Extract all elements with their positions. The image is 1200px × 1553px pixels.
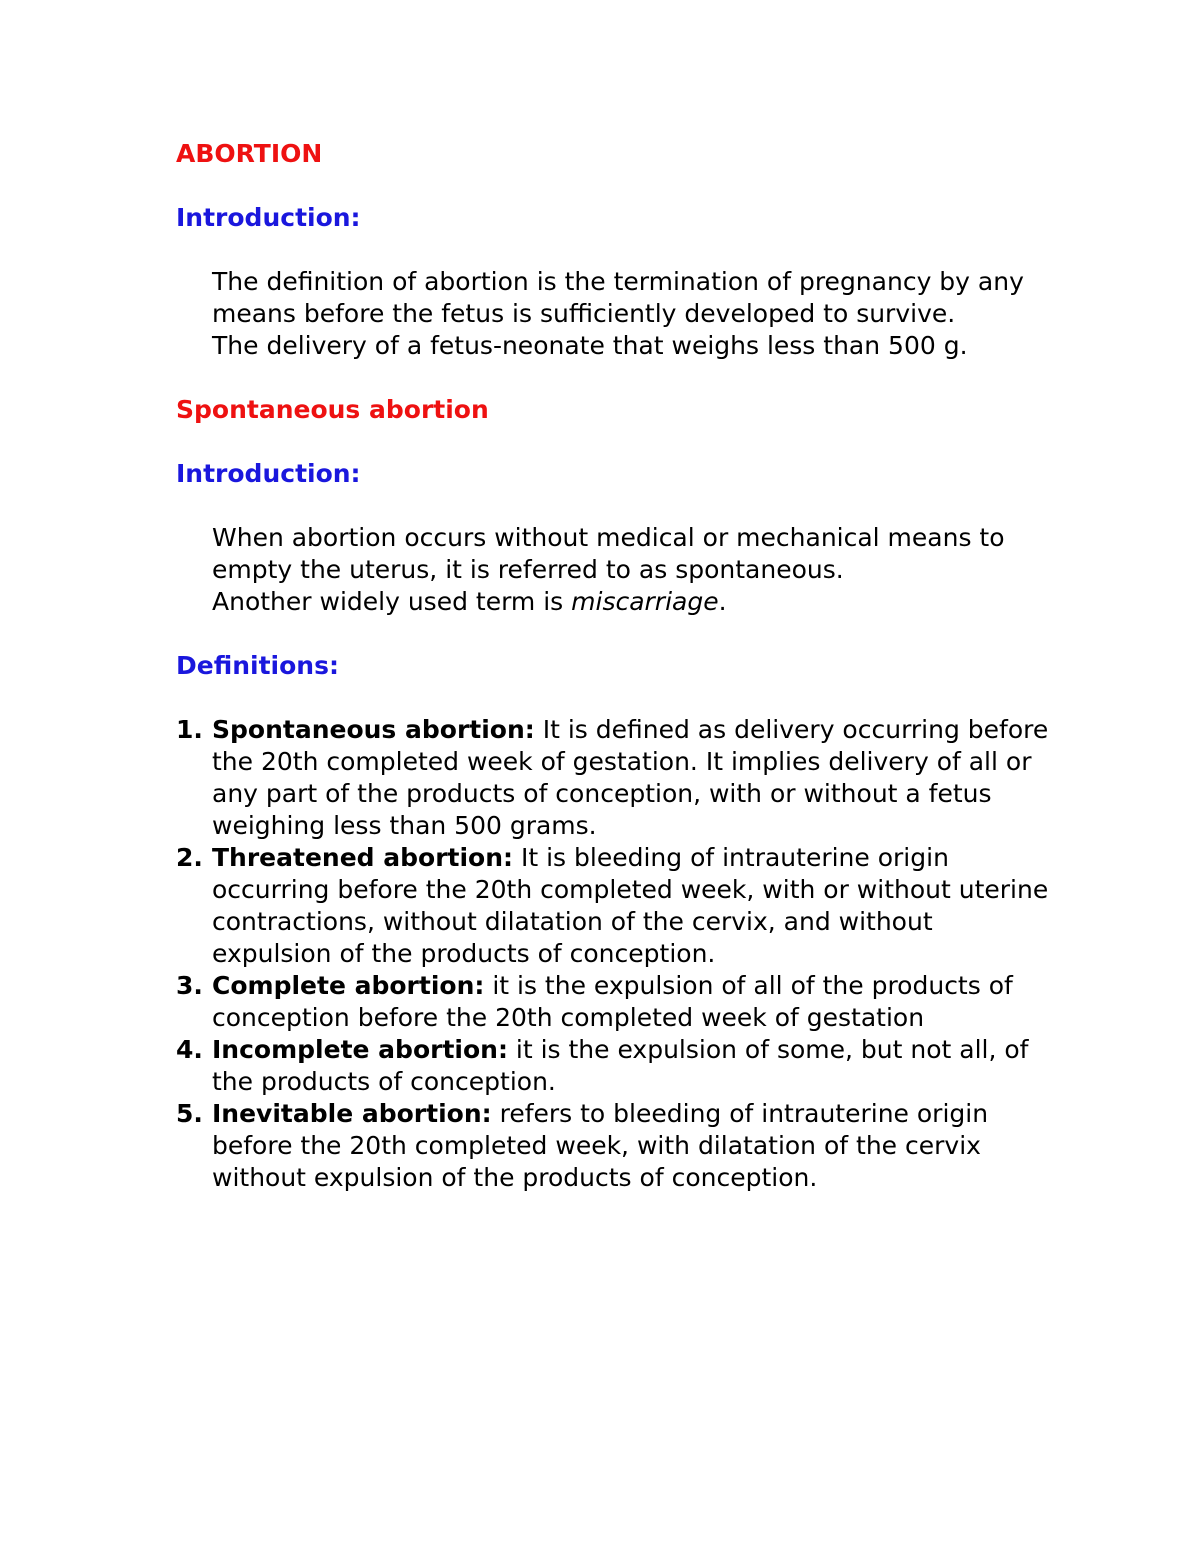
spacer xyxy=(176,682,1056,714)
spontaneous-intro-heading: Introduction: xyxy=(176,459,361,488)
definition-item xyxy=(176,842,1056,970)
bullet-text-prefix: Another widely used term is xyxy=(212,587,572,616)
definitions-heading: Definitions: xyxy=(176,651,339,680)
document-title: ABORTION xyxy=(176,139,323,168)
definition-item xyxy=(176,1034,1056,1098)
list-number: 2. xyxy=(176,843,203,872)
definition-term: Complete abortion: xyxy=(212,971,485,1000)
definition-item xyxy=(176,1098,1056,1194)
list-number: 1. xyxy=(176,715,203,744)
intro-heading: Introduction: xyxy=(176,203,361,232)
spontaneous-bullet-list xyxy=(176,522,1056,618)
list-number: 4. xyxy=(176,1035,203,1064)
spacer xyxy=(176,490,1056,522)
list-item xyxy=(176,266,1056,330)
bullet-text-emphasis: miscarriage xyxy=(571,587,719,616)
definition-text: It is bleeding of intrauterine origin occurring before the 20th completed week, with or without uterine contractions, without dilatation of the cervix, and without expulsion of the products of conception. xyxy=(212,843,1049,968)
list-number: 3. xyxy=(176,971,203,1000)
definition-text: it is the expulsion of some, but not all, of the products of conception. xyxy=(212,1035,1029,1096)
intro-bullet-list xyxy=(176,266,1056,362)
spacer xyxy=(176,234,1056,266)
list-item xyxy=(176,330,1056,362)
definition-text: it is the expulsion of all of the products of conception before the 20th completed week of gestation xyxy=(212,971,1013,1032)
definition-text: refers to bleeding of intrauterine origin before the 20th completed week, with dilatation of the cervix without expulsion of the products of conception. xyxy=(212,1099,989,1192)
list-item xyxy=(176,522,1056,586)
definition-item xyxy=(176,970,1056,1034)
definition-term: Incomplete abortion: xyxy=(212,1035,508,1064)
list-number: 5. xyxy=(176,1099,203,1128)
bullet-text: The definition of abortion is the termination of pregnancy by any means before the fetus is sufficiently developed to survive. xyxy=(212,267,1024,328)
spacer xyxy=(176,426,1056,458)
document-page xyxy=(176,138,1056,1194)
bullet-text: The delivery of a fetus-neonate that weighs less than 500 g. xyxy=(212,331,968,360)
definition-term: Threatened abortion: xyxy=(212,843,514,872)
definition-term: Spontaneous abortion: xyxy=(212,715,535,744)
spacer xyxy=(176,170,1056,202)
definition-item xyxy=(176,714,1056,842)
definitions-list xyxy=(176,714,1056,1194)
definition-term: Inevitable abortion: xyxy=(212,1099,492,1128)
list-item xyxy=(176,586,1056,618)
bullet-text-suffix: . xyxy=(718,587,727,616)
spacer xyxy=(176,362,1056,394)
bullet-text: When abortion occurs without medical or mechanical means to empty the uterus, it is referred to as spontaneous. xyxy=(212,523,1005,584)
spontaneous-heading: Spontaneous abortion xyxy=(176,395,489,424)
definition-text: It is defined as delivery occurring before the 20th completed week of gestation. It implies delivery of all or any part of the products of conception, with or without a fetus weighing less than 500 grams. xyxy=(212,715,1049,840)
spacer xyxy=(176,618,1056,650)
